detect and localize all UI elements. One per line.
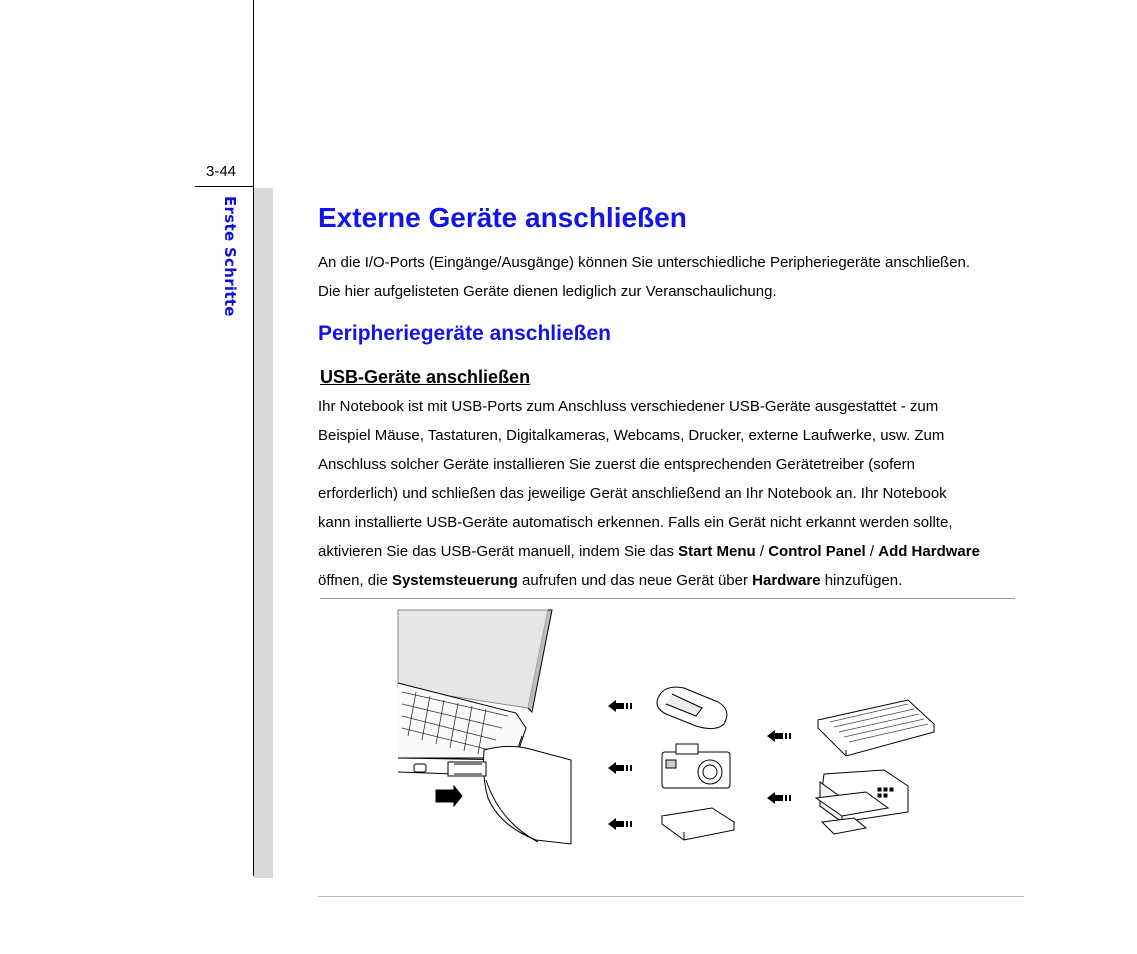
body-line: erforderlich) und schließen das jeweilige Gerät anschließend an Ihr Notebook an. Ihr Notebook [318, 485, 947, 502]
control-panel-term: Control Panel [768, 543, 866, 560]
path-separator: / [755, 543, 769, 560]
body-line [318, 537, 1030, 566]
section-rule [320, 598, 1015, 599]
add-hardware-term: Add Hardware [878, 543, 980, 560]
usb-plug-and-hand [436, 746, 571, 844]
start-menu-term: Start Menu [678, 543, 756, 560]
page-number: 3-44 [206, 163, 237, 180]
body-line: Ihr Notebook ist mit USB-Ports zum Anschluss verschiedener USB-Geräte ausgestattet - zum [318, 398, 939, 415]
subsection-title: USB-Geräte anschließen [320, 367, 531, 387]
usb-devices-illustration [396, 608, 941, 850]
intro-paragraph [318, 248, 1030, 306]
external-drive-illustration [662, 808, 734, 840]
intro-line: Die hier aufgelisteten Geräte dienen lediglich zur Veranschaulichung. [318, 283, 777, 300]
page-title: Externe Geräte anschließen [318, 202, 687, 233]
intro-line: An die I/O-Ports (Eingänge/Ausgänge) können Sie unterschiedliche Peripheriegeräte anschließen. [318, 254, 971, 271]
body-text: öffnen, die [318, 572, 392, 589]
chapter-side-label: Erste Schritte [221, 196, 239, 317]
camera-illustration [662, 744, 730, 788]
hardware-term: Hardware [752, 572, 821, 589]
page-number-rule [195, 186, 253, 187]
sidebar-gray-bar [254, 188, 273, 878]
systemsteuerung-term: Systemsteuerung [391, 572, 518, 589]
body-text: hinzufügen. [820, 572, 903, 589]
mouse-illustration [657, 687, 727, 728]
keyboard-illustration [818, 700, 934, 756]
body-line [318, 566, 1030, 595]
section-title: Peripheriegeräte anschließen [318, 322, 611, 345]
body-line: kann installierte USB-Geräte automatisch erkennen. Falls ein Gerät nicht erkannt werden sollte, [318, 514, 953, 531]
body-text: aktivieren Sie das USB-Gerät manuell, indem Sie das [318, 543, 679, 560]
footer-rule [318, 896, 1024, 897]
body-paragraph [318, 392, 1030, 595]
body-line: Anschluss solcher Geräte installieren Sie zuerst die entsprechenden Gerätetreiber (sofern [318, 456, 915, 473]
body-line: Beispiel Mäuse, Tastaturen, Digitalkameras, Webcams, Drucker, externe Laufwerke, usw. Zum [318, 427, 945, 444]
path-separator: / [865, 543, 879, 560]
body-text: aufrufen und das neue Gerät über [517, 572, 753, 589]
printer-illustration [816, 770, 908, 834]
